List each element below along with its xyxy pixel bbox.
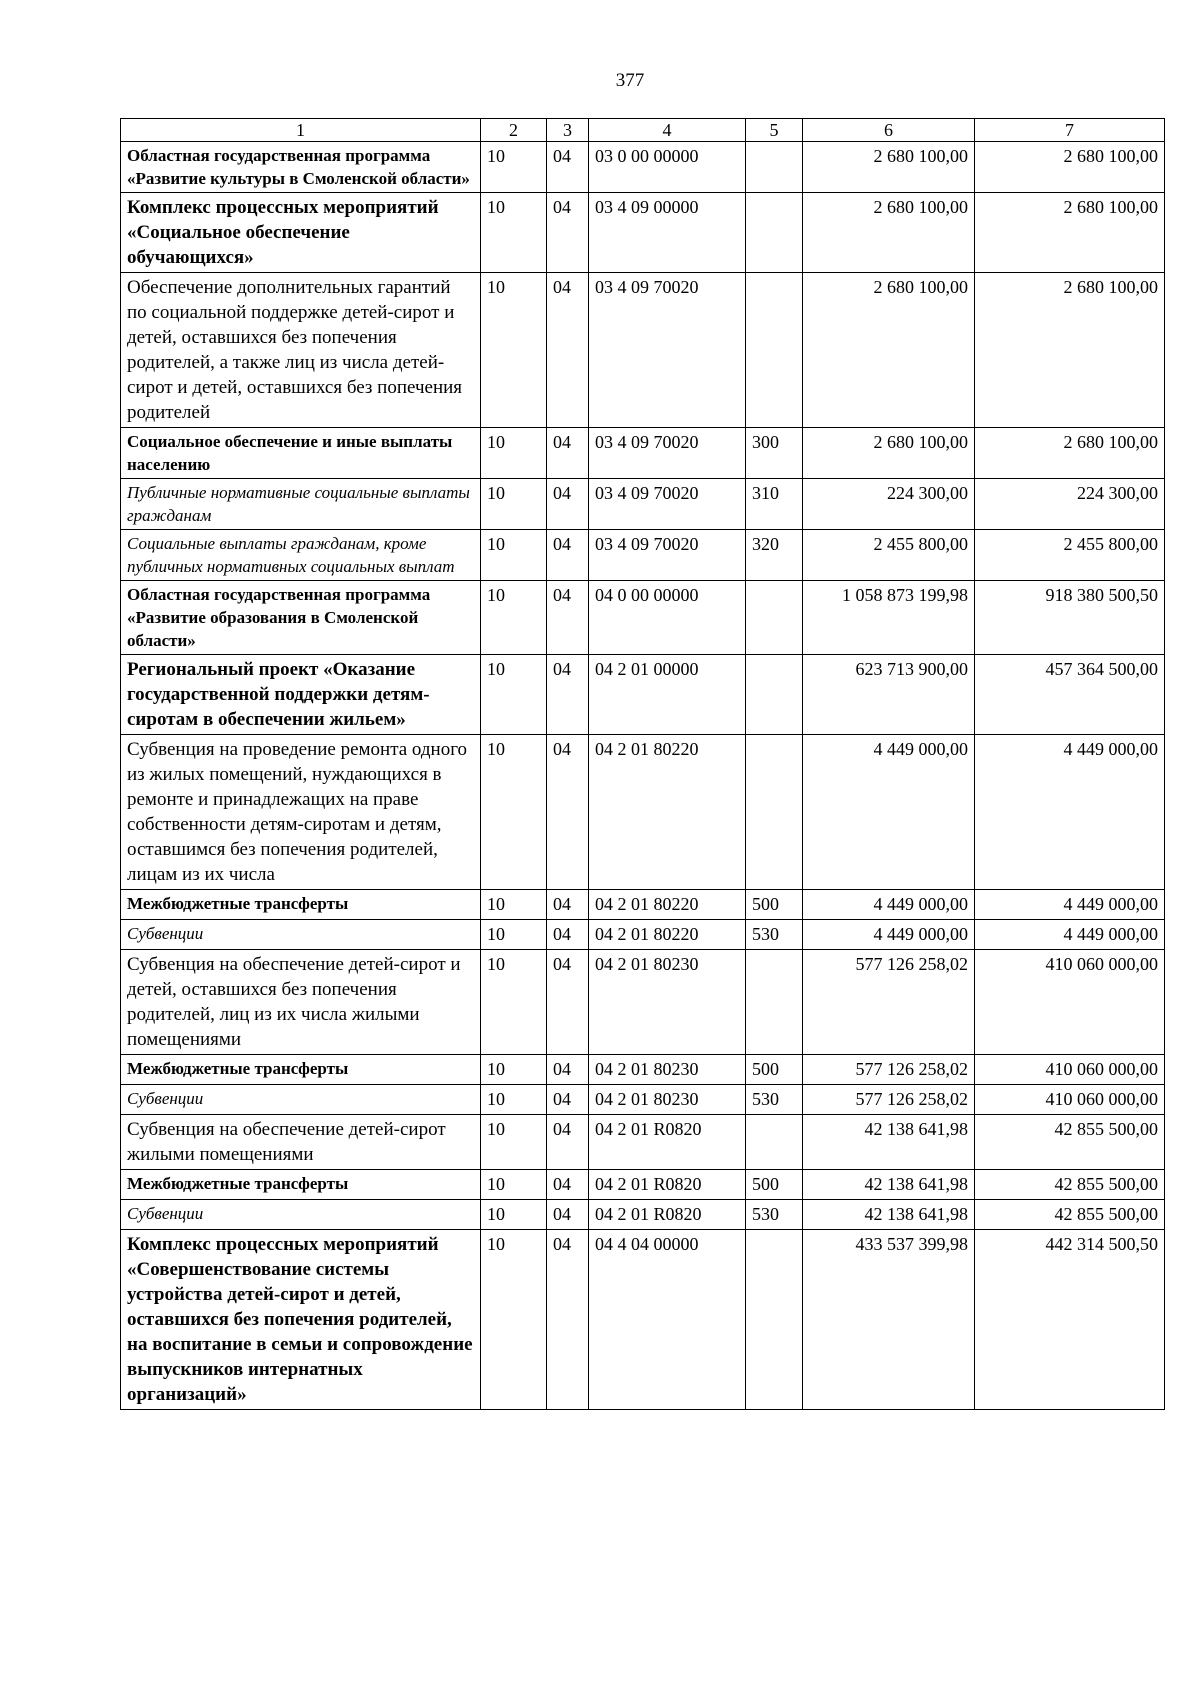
row-amount-year1-cell: 4 449 000,00 [803,920,975,950]
table-row [121,1115,1165,1170]
row-target-code-cell: 04 2 01 80230 [589,1055,746,1085]
row-name-cell: Субвенция на обеспечение детей-сирот жилыми помещениями [121,1115,481,1170]
table-row [121,1085,1165,1115]
table-row [121,1200,1165,1230]
row-subsection-cell: 04 [547,479,589,530]
header-cell: 7 [975,119,1165,142]
row-section-cell: 10 [481,1200,547,1230]
row-subsection-cell: 04 [547,1085,589,1115]
row-amount-year1-cell: 42 138 641,98 [803,1200,975,1230]
table-row [121,1170,1165,1200]
row-name-cell: Субвенция на проведение ремонта одного из жилых помещений, нуждающихся в ремонте и принадлежащих на праве собственности детям-сиротам и детям, оставшимся без попечения родителей, лицам из их числа [121,735,481,890]
row-section-cell: 10 [481,1115,547,1170]
row-expense-type-cell [746,1230,803,1410]
row-target-code-cell: 04 2 01 R0820 [589,1115,746,1170]
row-expense-type-cell: 310 [746,479,803,530]
row-expense-type-cell: 500 [746,890,803,920]
table-row [121,530,1165,581]
row-subsection-cell: 04 [547,1055,589,1085]
row-section-cell: 10 [481,530,547,581]
table-row [121,655,1165,735]
row-amount-year2-cell: 457 364 500,00 [975,655,1165,735]
row-amount-year1-cell: 42 138 641,98 [803,1170,975,1200]
row-subsection-cell: 04 [547,428,589,479]
row-amount-year2-cell: 442 314 500,50 [975,1230,1165,1410]
row-subsection-cell: 04 [547,581,589,655]
row-amount-year2-cell: 410 060 000,00 [975,1055,1165,1085]
row-amount-year1-cell: 4 449 000,00 [803,735,975,890]
table-row [121,193,1165,273]
row-target-code-cell: 04 2 01 80220 [589,890,746,920]
row-name-cell: Межбюджетные трансферты [121,1170,481,1200]
row-subsection-cell: 04 [547,950,589,1055]
row-subsection-cell: 04 [547,735,589,890]
row-subsection-cell: 04 [547,1200,589,1230]
row-section-cell: 10 [481,655,547,735]
row-name-cell: Социальное обеспечение и иные выплаты населению [121,428,481,479]
table-row [121,1055,1165,1085]
row-expense-type-cell [746,735,803,890]
header-cell: 5 [746,119,803,142]
row-expense-type-cell: 530 [746,1200,803,1230]
row-subsection-cell: 04 [547,1170,589,1200]
budget-table [120,118,1165,1410]
row-amount-year1-cell: 433 537 399,98 [803,1230,975,1410]
row-target-code-cell: 04 2 01 80220 [589,920,746,950]
row-section-cell: 10 [481,479,547,530]
row-amount-year2-cell: 2 680 100,00 [975,273,1165,428]
row-amount-year2-cell: 410 060 000,00 [975,1085,1165,1115]
row-subsection-cell: 04 [547,655,589,735]
row-name-cell: Публичные нормативные социальные выплаты гражданам [121,479,481,530]
row-subsection-cell: 04 [547,193,589,273]
row-name-cell: Межбюджетные трансферты [121,1055,481,1085]
header-cell: 4 [589,119,746,142]
row-expense-type-cell [746,142,803,193]
row-amount-year1-cell: 1 058 873 199,98 [803,581,975,655]
row-name-cell: Субвенция на обеспечение детей-сирот и детей, оставшихся без попечения родителей, лиц из их числа жилыми помещениями [121,950,481,1055]
row-name-cell: Субвенции [121,920,481,950]
row-section-cell: 10 [481,950,547,1055]
row-amount-year1-cell: 42 138 641,98 [803,1115,975,1170]
row-amount-year2-cell: 42 855 500,00 [975,1115,1165,1170]
row-name-cell: Областная государственная программа «Развитие образования в Смоленской области» [121,581,481,655]
row-section-cell: 10 [481,1230,547,1410]
row-target-code-cell: 03 4 09 70020 [589,273,746,428]
row-name-cell: Областная государственная программа «Развитие культуры в Смоленской области» [121,142,481,193]
row-target-code-cell: 03 0 00 00000 [589,142,746,193]
table-row [121,735,1165,890]
table-row [121,142,1165,193]
header-cell: 6 [803,119,975,142]
row-name-cell: Комплекс процессных мероприятий «Социальное обеспечение обучающихся» [121,193,481,273]
row-target-code-cell: 04 2 01 R0820 [589,1200,746,1230]
row-subsection-cell: 04 [547,273,589,428]
table-body [121,119,1165,1410]
row-expense-type-cell [746,950,803,1055]
table-header-row [121,119,1165,142]
table-row [121,950,1165,1055]
row-name-cell: Региональный проект «Оказание государственной поддержки детям-сиротам в обеспечении жильем» [121,655,481,735]
row-section-cell: 10 [481,920,547,950]
row-target-code-cell: 03 4 09 70020 [589,479,746,530]
row-subsection-cell: 04 [547,530,589,581]
row-amount-year1-cell: 2 680 100,00 [803,428,975,479]
row-subsection-cell: 04 [547,920,589,950]
row-name-cell: Межбюджетные трансферты [121,890,481,920]
table-row [121,1230,1165,1410]
table-row [121,890,1165,920]
row-target-code-cell: 04 4 04 00000 [589,1230,746,1410]
row-section-cell: 10 [481,735,547,890]
row-target-code-cell: 04 2 01 80230 [589,1085,746,1115]
row-expense-type-cell [746,1115,803,1170]
row-name-cell: Комплекс процессных мероприятий «Совершенствование системы устройства детей-сирот и детей, оставшихся без попечения родителей, на воспитание в семьи и сопровождение выпускников интернатных организаций» [121,1230,481,1410]
row-target-code-cell: 04 2 01 80230 [589,950,746,1055]
header-cell: 1 [121,119,481,142]
row-amount-year2-cell: 918 380 500,50 [975,581,1165,655]
row-expense-type-cell: 530 [746,1085,803,1115]
row-target-code-cell: 04 2 01 R0820 [589,1170,746,1200]
row-target-code-cell: 03 4 09 70020 [589,428,746,479]
row-amount-year2-cell: 224 300,00 [975,479,1165,530]
row-amount-year1-cell: 2 680 100,00 [803,193,975,273]
row-amount-year2-cell: 2 680 100,00 [975,428,1165,479]
row-expense-type-cell [746,655,803,735]
row-name-cell: Социальные выплаты гражданам, кроме публичных нормативных социальных выплат [121,530,481,581]
row-section-cell: 10 [481,581,547,655]
row-amount-year2-cell: 4 449 000,00 [975,735,1165,890]
row-amount-year2-cell: 42 855 500,00 [975,1170,1165,1200]
row-section-cell: 10 [481,1055,547,1085]
row-section-cell: 10 [481,890,547,920]
row-amount-year2-cell: 42 855 500,00 [975,1200,1165,1230]
row-section-cell: 10 [481,273,547,428]
row-name-cell: Обеспечение дополнительных гарантий по социальной поддержке детей-сирот и детей, оставшихся без попечения родителей, а также лиц из числа детей-сирот и детей, оставшихся без попечения родителей [121,273,481,428]
row-amount-year2-cell: 2 680 100,00 [975,193,1165,273]
table-row [121,581,1165,655]
row-amount-year2-cell: 410 060 000,00 [975,950,1165,1055]
row-target-code-cell: 04 2 01 80220 [589,735,746,890]
row-section-cell: 10 [481,1085,547,1115]
row-expense-type-cell: 500 [746,1170,803,1200]
page-number: 377 [615,70,645,91]
row-amount-year1-cell: 224 300,00 [803,479,975,530]
row-expense-type-cell: 530 [746,920,803,950]
header-cell: 2 [481,119,547,142]
row-target-code-cell: 03 4 09 70020 [589,530,746,581]
row-section-cell: 10 [481,428,547,479]
row-target-code-cell: 04 2 01 00000 [589,655,746,735]
row-amount-year1-cell: 577 126 258,02 [803,950,975,1055]
row-amount-year1-cell: 577 126 258,02 [803,1085,975,1115]
row-amount-year1-cell: 2 680 100,00 [803,273,975,428]
header-cell: 3 [547,119,589,142]
row-amount-year1-cell: 623 713 900,00 [803,655,975,735]
row-expense-type-cell [746,193,803,273]
row-subsection-cell: 04 [547,890,589,920]
row-amount-year1-cell: 2 680 100,00 [803,142,975,193]
row-subsection-cell: 04 [547,1115,589,1170]
row-amount-year2-cell: 4 449 000,00 [975,920,1165,950]
table-row [121,479,1165,530]
row-amount-year2-cell: 4 449 000,00 [975,890,1165,920]
row-name-cell: Субвенции [121,1085,481,1115]
table-row [121,920,1165,950]
row-target-code-cell: 03 4 09 00000 [589,193,746,273]
row-amount-year1-cell: 577 126 258,02 [803,1055,975,1085]
row-section-cell: 10 [481,142,547,193]
row-expense-type-cell [746,273,803,428]
row-amount-year2-cell: 2 680 100,00 [975,142,1165,193]
row-section-cell: 10 [481,193,547,273]
row-expense-type-cell: 320 [746,530,803,581]
table-row [121,428,1165,479]
row-name-cell: Субвенции [121,1200,481,1230]
row-target-code-cell: 04 0 00 00000 [589,581,746,655]
row-expense-type-cell: 500 [746,1055,803,1085]
table-row [121,273,1165,428]
row-amount-year2-cell: 2 455 800,00 [975,530,1165,581]
row-subsection-cell: 04 [547,142,589,193]
row-amount-year1-cell: 4 449 000,00 [803,890,975,920]
row-subsection-cell: 04 [547,1230,589,1410]
row-expense-type-cell: 300 [746,428,803,479]
row-expense-type-cell [746,581,803,655]
row-amount-year1-cell: 2 455 800,00 [803,530,975,581]
row-section-cell: 10 [481,1170,547,1200]
